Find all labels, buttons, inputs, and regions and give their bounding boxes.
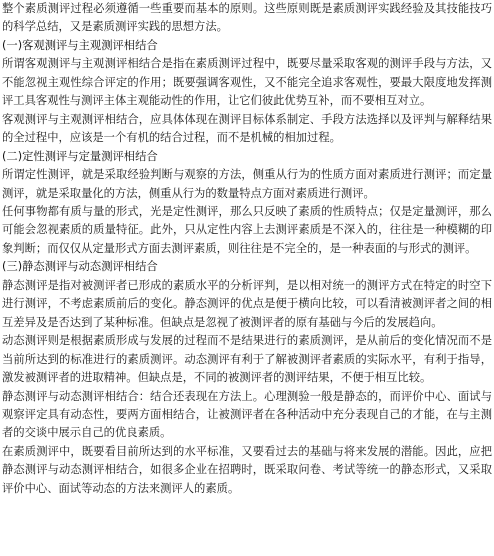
section-heading-qualitative-quantitative: (二)定性测评与定量测评相结合 bbox=[2, 149, 158, 163]
section-3-paragraph-2: 动态测评则是根据素质形成与发展的过程而不是结果进行的素质测评，是从前后的变化情况而不是当前所达到的标准进行的素质测评。动态测评有利于了解被测评者素质的实际水平，有利于指导，激发被测评者的进取精神。但缺点是，不同的被测评者的测评结果，不便于相互比较。 bbox=[2, 334, 492, 385]
section-3-paragraph-1: 静态测评是指对被测评者已形成的素质水平的分析评判，是以相对统一的测评方式在特定的时空下进行测评，不考虑素质前后的变化。静态测评的优点是便于横向比较，可以看清被测评者之间的相互差异及是否达到了某种标准。但缺点是忽视了被测评者的原有基础与今后的发展趋向。 bbox=[2, 278, 492, 329]
section-2-paragraph-2: 任何事物都有质与量的形式，光是定性测评，那么只反映了素质的性质特点；仅是定量测评，那么可能会忽视素质的质量特征。此外，只从定性内容上去测评素质是不深入的，往往是一种模糊的印象判断；而仅仅从定量形式方面去测评素质，则往往是不完全的，是一种表面的与形式的测评。 bbox=[2, 204, 492, 255]
section-1-paragraph-2: 客观测评与主观测评相结合，应具体体现在测评目标体系制定、手段方法选择以及评判与解释结果的全过程中，应该是一个有机的结合过程，而不是机械的相加过程。 bbox=[2, 112, 492, 145]
section-3-paragraph-3: 静态测评与动态测评相结合：结合还表现在方法上。心理测验一般是静态的，而评价中心、面试与观察评定具有动态性，要两方面相结合，让被测评者在各种活动中充分表现自己的才能，在与主测者的交谈中展示自己的优良素质。 bbox=[2, 389, 492, 440]
intro-paragraph: 整个素质测评过程必须遵循一些重要而基本的原则。这些原则既是素质测评实践经验及其技能技巧的科学总结，又是素质测评实践的思想方法。 bbox=[2, 2, 492, 34]
section-2-paragraph-1: 所谓定性测评，就是采取经验判断与观察的方法，侧重从行为的性质方面对素质进行测评；而定量测评，就是采取量化的方法，侧重从行为的数量特点方面对素质进行测评。 bbox=[2, 168, 492, 200]
section-heading-static-dynamic: (三)静态测评与动态测评相结合 bbox=[2, 260, 158, 274]
section-heading-objective-subjective: (一)客观测评与主观测评相结合 bbox=[2, 38, 158, 52]
section-3-paragraph-4: 在素质测评中，既要看目前所达到的水平标准，又要看过去的基础与将来发展的潜能。因此，应把静态测评与动态测评相结合，如很多企业在招聘时，既采取问卷、考试等统一的静态形式，又采取评价中心、面试等动态的方法来测评人的素质。 bbox=[2, 444, 492, 495]
section-1-paragraph-1: 所谓客观测评与主观测评相结合是指在素质测评过程中，既要尽量采取客观的测评手段与方法，又不能忽视主观性综合评定的作用；既要强调客观性，又不能完全追求客观性，要最大限度地发挥测评工具客观性与测评主体主观能动性的作用，让它们彼此优势互补，而不要相互对立。 bbox=[2, 57, 492, 108]
